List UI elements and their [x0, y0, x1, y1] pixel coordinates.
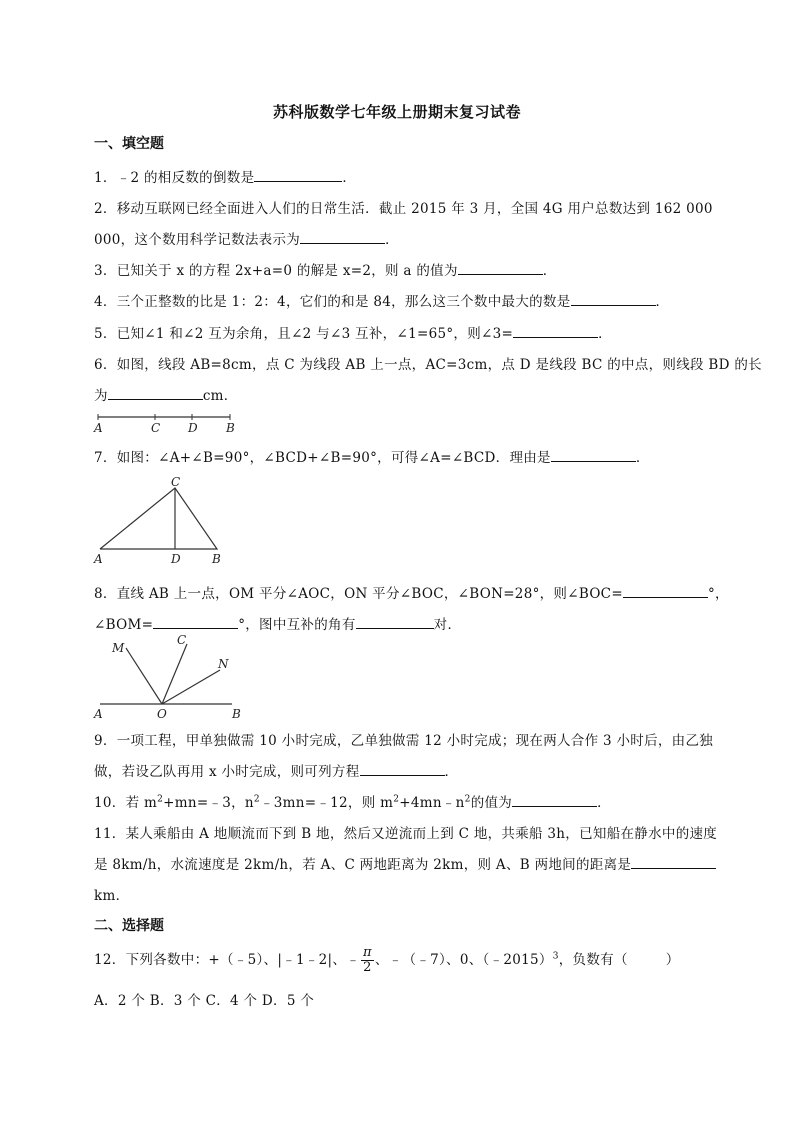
answer-blank [360, 762, 445, 776]
answer-blank [300, 230, 385, 244]
figure-6-segment [92, 408, 242, 436]
answer-blank [512, 793, 597, 807]
point-label: B [232, 707, 241, 721]
question-7: 7．如图：∠A+∠B=90°，∠BCD+∠B=90°，可得∠A=∠BCD．理由是 ． [94, 450, 650, 466]
point-label: O [157, 707, 167, 721]
figure-8-angles [92, 630, 252, 722]
answer-blank [513, 324, 598, 338]
point-label: M [112, 641, 125, 655]
question-2-line-2: 000，这个数用科学记数法表示为 ． [94, 232, 399, 248]
question-4: 4．三个正整数的比是 1：2：4，它们的和是 84，那么这三个数中最大的数是 ． [94, 294, 670, 310]
figure-7-triangle [92, 474, 232, 568]
answer-blank [254, 168, 342, 182]
point-label: N [218, 657, 229, 671]
question-11-line-2: 是 8km/h，水流速度是 2km/h，若 A、C 两地距离为 2km，则 A、B 两地间的距离是 [94, 853, 716, 873]
question-6-line-2: 为 cm． [94, 388, 238, 404]
answer-blank [631, 855, 716, 869]
point-label: A [94, 421, 103, 435]
question-1: 1．﹣2 的相反数的倒数是 ． [94, 170, 357, 186]
fraction-pi-over-2: $\frac{\pi}{2}$ [363, 945, 372, 975]
point-label: D [171, 552, 181, 566]
question-5: 5．已知∠1 和∠2 互为余角，且∠2 与∠3 互补，∠1=65°，则∠3= ． [94, 326, 612, 342]
question-9-line-2: 做，若设乙队再用 x 小时完成，则可列方程 ． [94, 764, 459, 780]
question-8-line-2: ∠BOM= °，图中互补的角有 对． [94, 617, 462, 633]
point-label: C [171, 475, 181, 489]
page-title: 苏科版数学七年级上册期末复习试卷 [272, 103, 521, 121]
point-label: D [188, 421, 198, 435]
answer-blank [551, 448, 636, 462]
section-fill-in: 一、填空题 [94, 136, 164, 152]
question-12-options: A．2 个 B．3 个 C．4 个 D．5 个 [94, 993, 315, 1009]
question-10: 10．若 $m^2+mn=﹣3$，$n^2﹣3mn=﹣12$，则 $m^2+4mn﹣n^2$的值为 ． [94, 794, 611, 811]
question-3: 3．已知关于 x 的方程 2x+a=0 的解是 x=2，则 a 的值为 ． [94, 263, 557, 279]
point-label: C [177, 633, 187, 647]
question-6-line-1: 6．如图，线段 AB=8cm，点 C 为线段 AB 上一点，AC=3cm，点 D 是线段 BC 的中点，则线段 BD 的长 [94, 357, 762, 373]
question-2-line-1: 2．移动互联网已经全面进入人们的日常生活．截止 2015 年 3 月，全国 4G 用户总数达到 162 000 [94, 201, 713, 217]
question-11-line-3: km． [94, 888, 130, 904]
answer-blank [623, 584, 708, 598]
question-9-line-1: 9．一项工程，甲单独做需 10 小时完成，乙单独做需 12 小时完成；现在两人合作 3 小时后，由乙独 [94, 733, 714, 749]
point-label: C [151, 421, 161, 435]
question-8-line-1: 8．直线 AB 上一点，OM 平分∠AOC，ON 平分∠BOC，∠BON=28°，则∠BOC= °， [94, 586, 729, 602]
point-label: A [94, 552, 103, 566]
answer-blank [571, 292, 656, 306]
section-choice: 二、选择题 [94, 918, 164, 934]
answer-blank [356, 615, 434, 629]
question-11-line-1: 11．某人乘船由 A 地顺流而下到 B 地，然后又逆流而上到 C 地，共乘船 3h，已知船在静水中的速度 [94, 826, 718, 842]
point-label: A [94, 707, 103, 721]
answer-blank [108, 386, 203, 400]
answer-blank [153, 615, 238, 629]
point-label: B [212, 552, 221, 566]
question-12: 12．下列各数中：+（﹣5）、|﹣1﹣2|、﹣ $\frac{\pi}{2}$ 、﹣（﹣7）、0、（﹣2015）$^3$，负数有（ ） [94, 945, 680, 975]
answer-blank [458, 261, 543, 275]
point-label: B [226, 421, 235, 435]
